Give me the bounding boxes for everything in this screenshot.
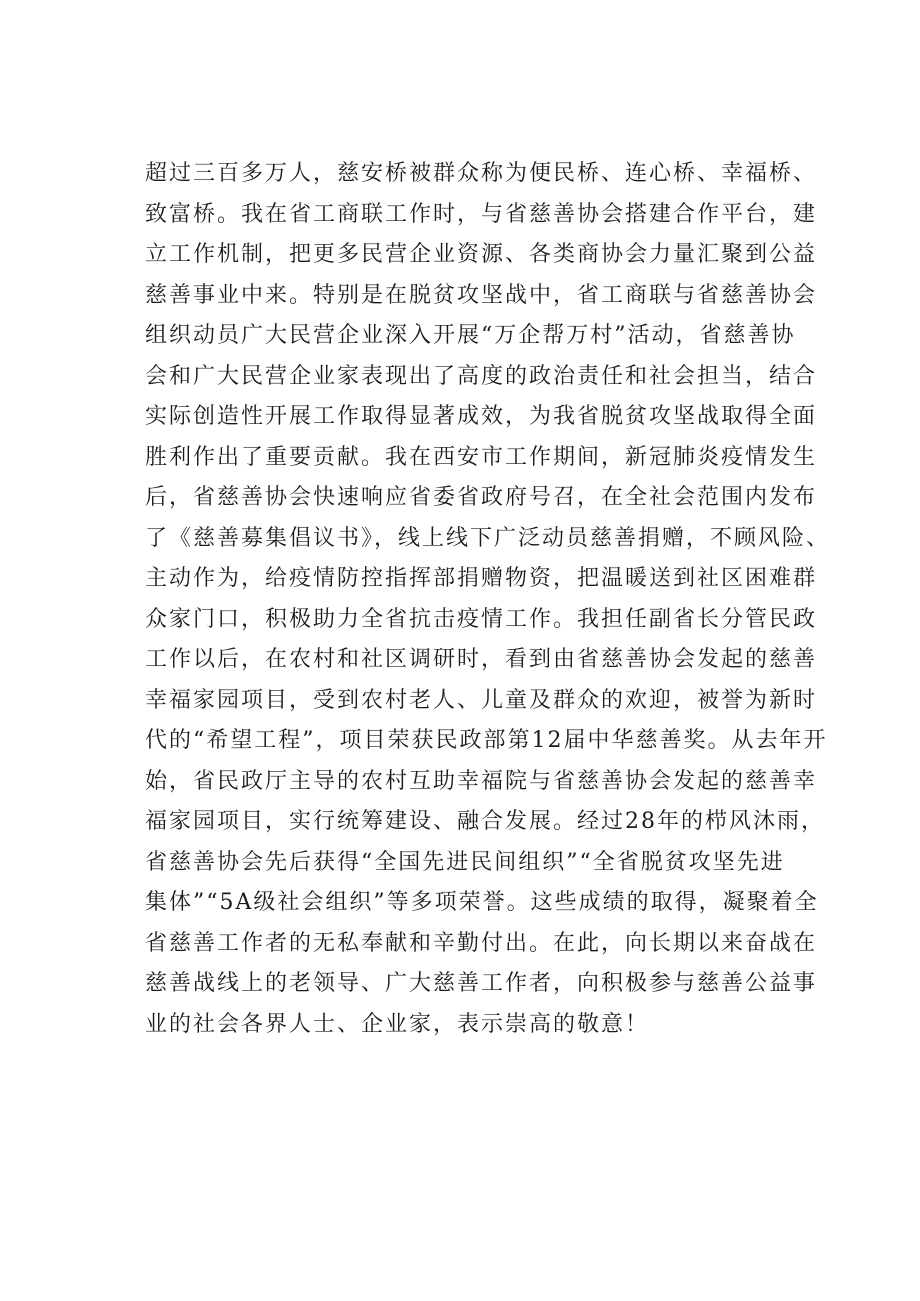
text-line: 主动作为，给疫情防控指挥部捐赠物资，把温暖送到社区困难群 (145, 566, 818, 591)
text-line: 省慈善工作者的无私奉献和辛勤付出。在此，向长期以来奋战在 (145, 930, 818, 956)
text-line: 致富桥。我在省工商联工作时，与省慈善协会搭建合作平台，建 (145, 201, 818, 227)
text-line: 集体”“5A级社会组织”等多项荣誉。这些成绩的取得，凝聚着全 (145, 890, 819, 915)
text-line: 慈善事业中来。特别是在脱贫攻坚战中，省工商联与省慈善协会 (145, 282, 818, 308)
text-line: 业的社会各界人士、企业家，表示崇高的敬意！ (145, 1011, 650, 1037)
text-line: 福家园项目，实行统筹建设、融合发展。经过28年的栉风沐雨， (145, 809, 825, 834)
text-line: 始，省民政厅主导的农村互助幸福院与省慈善协会发起的慈善幸 (145, 768, 818, 794)
text-line: 省慈善协会先后获得“全国先进民间组织”“全省脱贫攻坚先进 (145, 849, 785, 875)
text-line: 工作以后，在农村和社区调研时，看到由省慈善协会发起的慈善 (145, 647, 818, 672)
text-line: 组织动员广大民营企业深入开展“万企帮万村”活动，省慈善协 (145, 323, 796, 348)
text-line: 会和广大民营企业家表现出了高度的政治责任和社会担当，结合 (145, 363, 818, 389)
text-line: 幸福家园项目，受到农村老人、儿童及群众的欢迎，被誉为新时 (145, 687, 818, 713)
text-line: 实际创造性开展工作取得显著成效，为我省脱贫攻坚战取得全面 (145, 404, 818, 429)
text-line: 胜利作出了重要贡献。我在西安市工作期间，新冠肺炎疫情发生 (145, 444, 818, 470)
text-line: 后，省慈善协会快速响应省委省政府号召，在全社会范围内发布 (145, 485, 818, 510)
text-line: 了《慈善募集倡议书》，线上线下广泛动员慈善捐赠，不顾风险、 (145, 525, 831, 551)
body-text (145, 154, 831, 1045)
text-line: 超过三百多万人，慈安桥被群众称为便民桥、连心桥、幸福桥、 (145, 161, 818, 186)
text-line: 众家门口，积极助力全省抗击疫情工作。我担任副省长分管民政 (145, 606, 818, 632)
text-line: 立工作机制，把更多民营企业资源、各类商协会力量汇聚到公益 (145, 242, 818, 267)
text-line: 代的“希望工程”，项目荣获民政部第12届中华慈善奖。从去年开 (145, 728, 828, 753)
text-line: 慈善战线上的老领导、广大慈善工作者，向积极参与慈善公益事 (145, 971, 818, 996)
